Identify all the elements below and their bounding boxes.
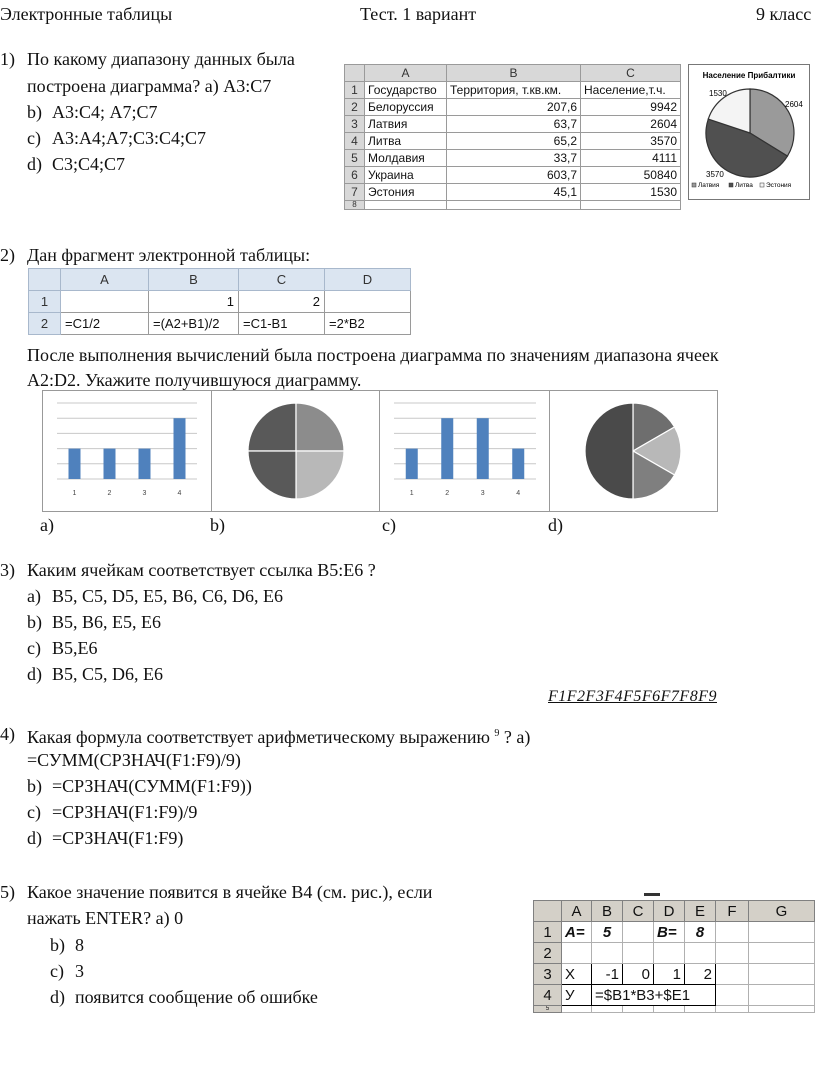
chart-option-d (549, 391, 717, 511)
cell: Латвия (365, 116, 447, 133)
q5-option-d: появится сообщение об ошибке (75, 987, 318, 1007)
cell (623, 1006, 654, 1013)
bar-chart-a (43, 391, 211, 511)
bar (512, 449, 524, 479)
cell (581, 201, 681, 210)
cell: 3570 (581, 133, 681, 150)
row-header: 1 (345, 82, 365, 99)
q2-line: Дан фрагмент электронной таблицы: (27, 245, 311, 265)
cell: 2604 (581, 116, 681, 133)
cell: 8 (685, 922, 716, 943)
q5-option-c: 3 (75, 961, 84, 981)
cell: 603,7 (447, 167, 581, 184)
q2-option-c-label: c) (382, 515, 396, 535)
legend-entry: Литва (735, 182, 753, 189)
q5-option-b: 8 (75, 935, 84, 955)
cell: 65,2 (447, 133, 581, 150)
cell (61, 291, 149, 313)
cell (623, 922, 654, 943)
corner-cell (29, 269, 61, 291)
q1-option-d: С3;С4;С7 (52, 154, 126, 174)
q2-number: 2) (0, 245, 15, 265)
table-row (29, 291, 411, 313)
cell: 2 (239, 291, 325, 313)
cell: 0 (623, 964, 654, 985)
col-header: A (562, 901, 592, 922)
table-row (534, 985, 815, 1006)
q5-line-2: нажать ENTER? а) 0 (27, 908, 184, 928)
table-row (345, 133, 681, 150)
q1-line-1: По какому диапазону данных была (27, 49, 295, 69)
tick-label: 4 (177, 490, 182, 497)
q4-number: 4) (0, 724, 15, 744)
legend-swatch (760, 183, 764, 187)
cell (716, 985, 749, 1006)
row-header: 1 (29, 291, 61, 313)
cell: Эстония (365, 184, 447, 201)
table-row (534, 943, 815, 964)
cell (716, 1006, 749, 1013)
header-right: 9 класс (756, 4, 812, 24)
col-header: F (716, 901, 749, 922)
table-row (29, 313, 411, 335)
q3-option-c-letter: c) (27, 638, 41, 658)
cell (592, 1006, 623, 1013)
cell (654, 943, 685, 964)
tick-label: 3 (480, 490, 485, 497)
q3-option-c: В5,Е6 (52, 638, 98, 658)
tick-label: 1 (409, 490, 414, 497)
corner-cell (534, 901, 562, 922)
tick-label: 2 (445, 490, 450, 497)
pie-slice (585, 403, 633, 499)
data-label: 2604 (785, 100, 803, 109)
q4-option-b: =СРЗНАЧ(СУММ(F1:F9)) (52, 776, 252, 796)
cell: A= (562, 922, 592, 943)
cell: Украина (365, 167, 447, 184)
q4-tail: ? а) (503, 727, 531, 747)
bar (441, 418, 453, 479)
cell: 2 (685, 964, 716, 985)
table-row (345, 116, 681, 133)
cell: -1 (592, 964, 623, 985)
pie-slice (248, 451, 296, 499)
pie-slice (296, 451, 344, 499)
q3-option-b: В5, В6, Е5, Е6 (52, 612, 162, 632)
q3-line: Каким ячейкам соответствует ссылка В5:Е6 ? (27, 560, 376, 580)
cell: 207,6 (447, 99, 581, 116)
cell (716, 922, 749, 943)
q4-option-a: =СУММ(СРЗНАЧ(F1:F9)/9) (27, 750, 241, 770)
q4-option-c: =СРЗНАЧ(F1:F9)/9 (52, 802, 198, 822)
q3-option-d-letter: d) (27, 664, 42, 684)
cell: Литва (365, 133, 447, 150)
q4-line (27, 723, 530, 748)
q1-spreadsheet (344, 64, 681, 210)
cell (685, 1006, 716, 1013)
q5-line-1: Какое значение появится в ячейке В4 (см. рис.), если (27, 882, 433, 902)
col-header: B (447, 65, 581, 82)
bar (69, 449, 81, 479)
cell (365, 201, 447, 210)
q4-option-c-letter: c) (27, 802, 41, 822)
cell (716, 943, 749, 964)
chart-option-b (211, 391, 379, 511)
cell: 1530 (581, 184, 681, 201)
col-header: D (325, 269, 411, 291)
col-header: E (685, 901, 716, 922)
chart-option-a (43, 391, 211, 511)
cell (749, 922, 815, 943)
legend-swatch (729, 183, 733, 187)
row-header: 3 (534, 964, 562, 985)
q3-number: 3) (0, 560, 15, 580)
cell (325, 291, 411, 313)
cell: B= (654, 922, 685, 943)
cell: 45,1 (447, 184, 581, 201)
row-header: 5 (345, 150, 365, 167)
q2-after-line-2: А2:D2. Укажите получившуюся диаграмму. (27, 370, 362, 390)
cell-formula: =$B1*B3+$E1 (592, 985, 716, 1006)
q4-question: Какая формула соответствует арифметическому выражению (27, 727, 490, 747)
table-row (345, 82, 681, 99)
data-label: 3570 (706, 170, 724, 179)
q1-option-c-letter: c) (27, 128, 41, 148)
bar (174, 418, 186, 479)
cell (685, 943, 716, 964)
q1-number: 1) (0, 49, 15, 69)
cell: =C1-B1 (239, 313, 325, 335)
cell (447, 201, 581, 210)
q2-after-line-1: После выполнения вычислений была построена диаграмма по значениям диапазона ячеек (27, 345, 719, 365)
row-header: 2 (534, 943, 562, 964)
cell (623, 943, 654, 964)
table-row (345, 150, 681, 167)
q2-option-d-label: d) (548, 515, 563, 535)
legend-entry: Эстония (766, 182, 792, 189)
cell: =(A2+B1)/2 (149, 313, 239, 335)
q2-answer-charts (42, 390, 718, 512)
tick-label: 1 (72, 490, 77, 497)
chart-option-c (379, 391, 549, 511)
row-header: 8 (345, 201, 365, 210)
corner-cell (345, 65, 365, 82)
row-header: 7 (345, 184, 365, 201)
cell: =C1/2 (61, 313, 149, 335)
col-header: C (239, 269, 325, 291)
legend-swatch (692, 183, 696, 187)
table-row (534, 964, 815, 985)
row-header: 5 (534, 1006, 562, 1013)
row-header: 2 (345, 99, 365, 116)
bar (406, 449, 418, 479)
col-header: G (749, 901, 815, 922)
cell: Белоруссия (365, 99, 447, 116)
cell: X (562, 964, 592, 985)
pie-chart-b (212, 391, 380, 511)
bar (477, 418, 489, 479)
q3-option-b-letter: b) (27, 612, 42, 632)
tick-label: 4 (516, 490, 521, 497)
cell: 1 (149, 291, 239, 313)
col-header: B (592, 901, 623, 922)
table-row (345, 184, 681, 201)
q5-option-d-letter: d) (50, 987, 65, 1007)
cell (749, 985, 815, 1006)
row-header: 4 (534, 985, 562, 1006)
col-header: B (149, 269, 239, 291)
table-row (534, 922, 815, 943)
q1-line-2: построена диаграмма? а) А3:С7 (27, 76, 272, 96)
cell (749, 943, 815, 964)
col-header: A (61, 269, 149, 291)
cell (592, 943, 623, 964)
cursor-mark (644, 893, 660, 896)
pie-chart-d (550, 391, 718, 511)
row-header: 1 (534, 922, 562, 943)
legend-entry: Латвия (698, 182, 720, 189)
cell: 4111 (581, 150, 681, 167)
q1-option-d-letter: d) (27, 154, 42, 174)
cell (749, 1006, 815, 1013)
col-header: C (581, 65, 681, 82)
q3-option-a: В5, С5, D5, Е5, В6, С6, D6, Е6 (52, 586, 284, 606)
cell: 9942 (581, 99, 681, 116)
cell: 5 (592, 922, 623, 943)
q2-option-a-label: a) (40, 515, 54, 535)
bar (139, 449, 151, 479)
cell: 33,7 (447, 150, 581, 167)
row-header: 2 (29, 313, 61, 335)
q3-option-d: В5, С5, D6, Е6 (52, 664, 164, 684)
pie-title: Население Прибалтики (702, 71, 796, 80)
q4-option-d-letter: d) (27, 828, 42, 848)
table-row (345, 201, 681, 210)
table-row (345, 99, 681, 116)
q5-spreadsheet (533, 900, 815, 1013)
col-header: A (365, 65, 447, 82)
header-left: Электронные таблицы (0, 4, 173, 24)
tick-label: 2 (107, 490, 112, 497)
pie-slice (248, 403, 296, 451)
pie-legend (692, 182, 792, 189)
cell: 1 (654, 964, 685, 985)
q1-option-c: А3:А4;А7;С3:С4;С7 (52, 128, 207, 148)
pie-slice (296, 403, 344, 451)
data-label: 1530 (709, 89, 727, 98)
cell: Территория, т.кв.км. (447, 82, 581, 99)
cell: 50840 (581, 167, 681, 184)
q3-option-a-letter: a) (27, 586, 41, 606)
cell (562, 1006, 592, 1013)
col-header: C (623, 901, 654, 922)
row-header: 6 (345, 167, 365, 184)
cell (716, 964, 749, 985)
table-row (534, 1006, 815, 1013)
cell: Государство (365, 82, 447, 99)
q1-option-b: А3:С4; А7;С7 (52, 102, 158, 122)
q4-option-b-letter: b) (27, 776, 42, 796)
bar-chart-c (380, 391, 550, 511)
table-row (345, 167, 681, 184)
cell: 63,7 (447, 116, 581, 133)
row-header: 3 (345, 116, 365, 133)
q1-pie-svg (689, 65, 809, 199)
cell: Население,т.ч. (581, 82, 681, 99)
cell: Молдавия (365, 150, 447, 167)
col-header: D (654, 901, 685, 922)
q2-option-b-label: b) (210, 515, 225, 535)
tick-label: 3 (142, 490, 147, 497)
row-header: 4 (345, 133, 365, 150)
q5-number: 5) (0, 882, 15, 902)
q5-option-c-letter: c) (50, 961, 64, 981)
q2-spreadsheet (28, 268, 411, 335)
cell (654, 1006, 685, 1013)
cell: У (562, 985, 592, 1006)
cell (562, 943, 592, 964)
q4-formula-fragment: F1F2F3F4F5F6F7F8F9 (548, 688, 717, 705)
q5-option-b-letter: b) (50, 935, 65, 955)
q4-superscript: 9 (494, 728, 500, 739)
cell: =2*B2 (325, 313, 411, 335)
q1-pie-chart (688, 64, 810, 200)
header-center: Тест. 1 вариант (360, 4, 477, 24)
cell (749, 964, 815, 985)
q4-option-d: =СРЗНАЧ(F1:F9) (52, 828, 184, 848)
q1-option-b-letter: b) (27, 102, 42, 122)
bar (104, 449, 116, 479)
